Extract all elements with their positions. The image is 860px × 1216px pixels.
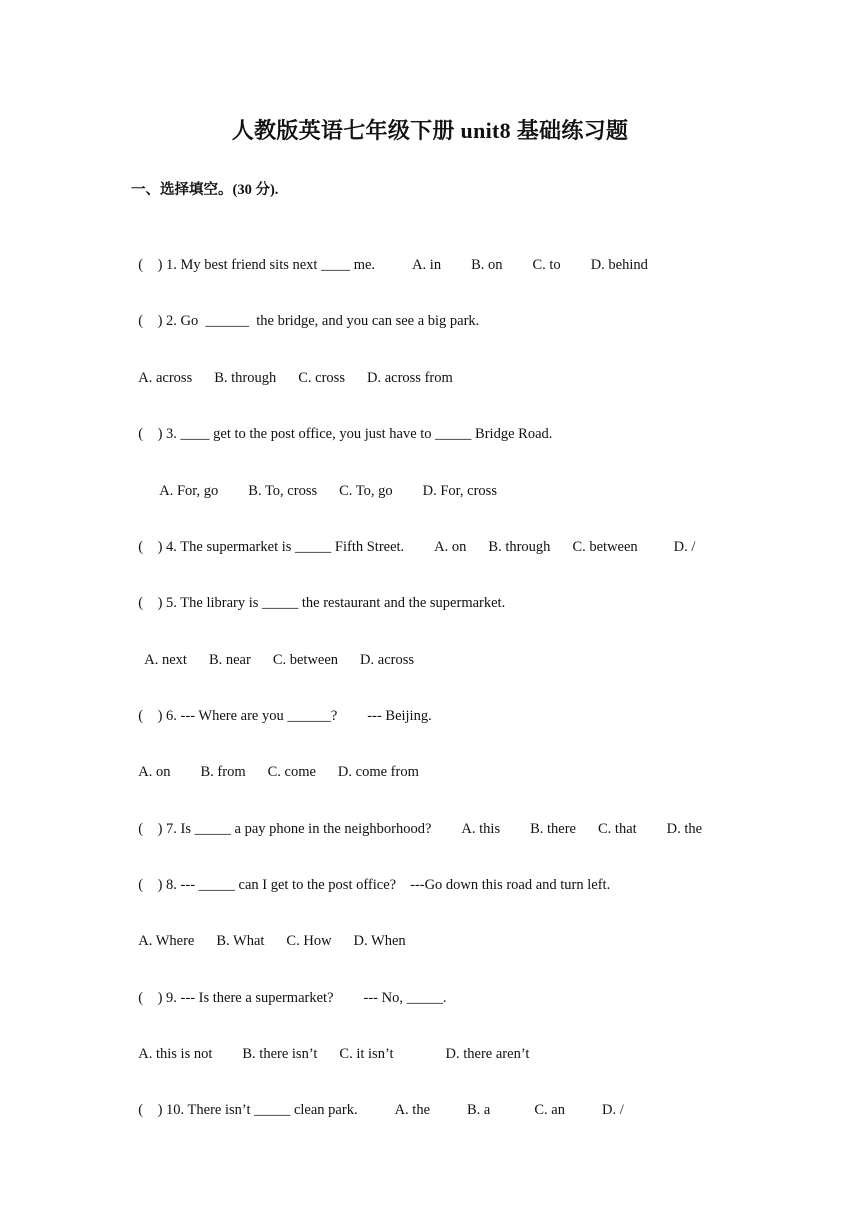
question-6 (131, 686, 432, 724)
option-a: A. this (461, 821, 501, 837)
question-5 (131, 573, 506, 611)
option-d: D. / (601, 1102, 624, 1118)
question-5-options (137, 630, 415, 668)
question-reply: --- Beijing. (367, 708, 432, 724)
option-d: D. When (353, 933, 406, 949)
option-c: C. it isn’t (339, 1046, 394, 1062)
option-d: D. the (666, 821, 703, 837)
option-b: B. What (216, 933, 265, 949)
question-stem: ( ) 4. The supermarket is _____ Fifth Street. (138, 539, 405, 555)
option-b: B. on (471, 257, 503, 273)
question-9 (131, 968, 447, 1006)
question-reply: ---Go down this road and turn left. (410, 877, 611, 893)
question-stem: ( ) 5. The library is _____ the restaurant and the supermarket. (138, 595, 506, 611)
option-c: C. To, go (339, 483, 393, 499)
question-2 (131, 291, 480, 329)
document-title: 人教版英语七年级下册 unit8 基础练习题 (231, 118, 629, 143)
section-heading: 一、选择填空。(30 分). (131, 182, 279, 198)
option-a: A. next (144, 652, 187, 668)
question-stem: ( ) 6. --- Where are you ______? (138, 708, 338, 724)
question-1 (131, 235, 648, 273)
question-stem: ( ) 1. My best friend sits next ____ me. (138, 257, 376, 273)
question-stem: ( ) 7. Is _____ a pay phone in the neighborhood? (138, 821, 432, 837)
option-a: A. the (394, 1102, 431, 1118)
option-b: B. from (200, 764, 246, 780)
option-c: C. between (272, 652, 339, 668)
question-stem: ( ) 2. Go ______ the bridge, and you can see a big park. (138, 313, 480, 329)
option-c: C. an (534, 1102, 565, 1118)
question-stem: ( ) 8. --- _____ can I get to the post office? (138, 877, 397, 893)
question-8 (131, 855, 611, 893)
question-4 (131, 517, 696, 555)
option-d: D. For, cross (422, 483, 497, 499)
question-stem: ( ) 3. ____ get to the post office, you just have to _____ Bridge Road. (138, 426, 553, 442)
question-6-options (131, 742, 419, 780)
option-a: A. on (138, 764, 171, 780)
option-d: D. / (673, 539, 696, 555)
option-d: D. come from (337, 764, 419, 780)
option-d: D. behind (590, 257, 648, 273)
option-c: C. that (598, 821, 637, 837)
option-a: A. on (434, 539, 467, 555)
option-a: A. across (138, 370, 193, 386)
option-b: B. through (488, 539, 551, 555)
option-b: B. there isn’t (242, 1046, 318, 1062)
question-stem: ( ) 9. --- Is there a supermarket? (138, 990, 334, 1006)
option-d: D. across (360, 652, 415, 668)
question-3 (131, 404, 553, 442)
option-d: D. there aren’t (445, 1046, 530, 1062)
option-a: A. Where (138, 933, 195, 949)
option-b: B. through (214, 370, 277, 386)
question-2-options (131, 348, 453, 386)
option-b: B. near (208, 652, 251, 668)
question-reply: --- No, _____. (363, 990, 447, 1006)
option-c: C. cross (298, 370, 345, 386)
option-c: C. How (286, 933, 332, 949)
option-c: C. to (532, 257, 561, 273)
question-10 (131, 1080, 624, 1118)
option-c: C. between (572, 539, 638, 555)
question-stem: ( ) 10. There isn’t _____ clean park. (138, 1102, 358, 1118)
option-b: B. there (530, 821, 576, 837)
option-b: B. To, cross (248, 483, 318, 499)
question-3-options (152, 461, 497, 499)
question-8-options (131, 911, 406, 949)
option-a: A. in (412, 257, 442, 273)
option-b: B. a (467, 1102, 491, 1118)
option-c: C. come (267, 764, 316, 780)
option-a: A. this is not (138, 1046, 213, 1062)
option-d: D. across from (366, 370, 453, 386)
option-a: A. For, go (159, 483, 219, 499)
question-7 (131, 799, 703, 837)
question-9-options (131, 1024, 530, 1062)
